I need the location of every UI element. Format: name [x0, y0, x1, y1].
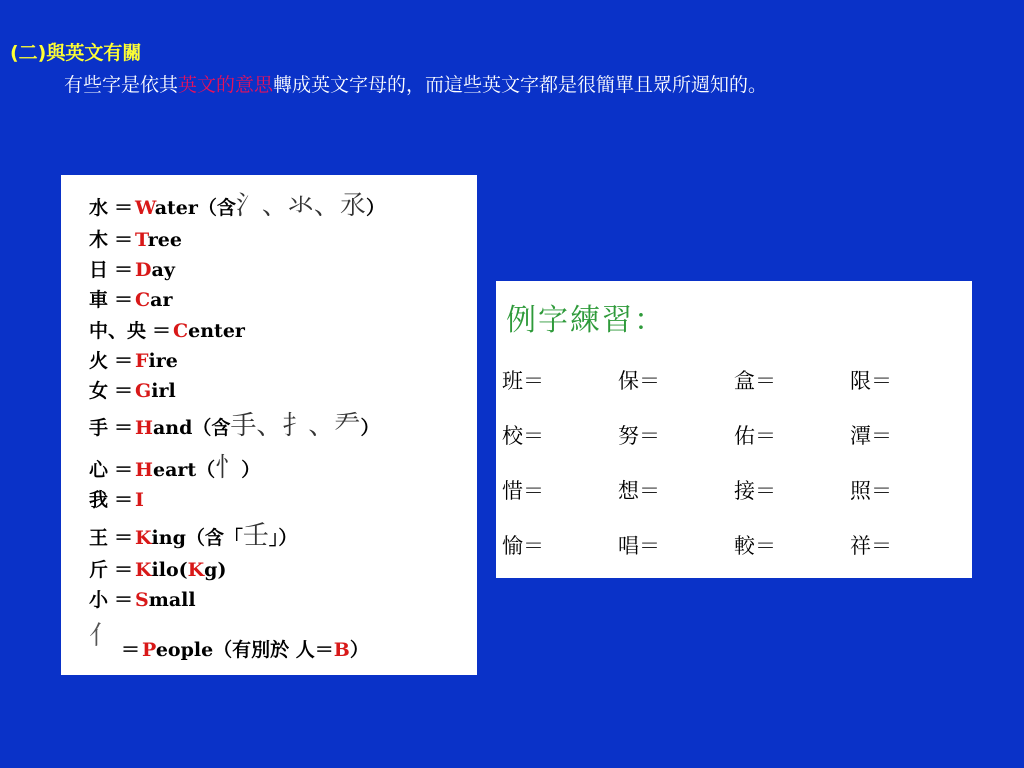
mapping-char: 中、央	[89, 320, 147, 342]
mapping-char: 斤	[89, 559, 109, 581]
mapping-row-people	[89, 615, 369, 662]
mapping-char: 我	[89, 489, 109, 511]
exercise-char: 接＝	[734, 479, 776, 503]
exercise-char: 盒＝	[734, 369, 776, 393]
mapping-close: 」）	[268, 527, 298, 549]
mapping-initial: G	[135, 380, 152, 402]
mapping-close: ）	[365, 197, 385, 219]
equals-sign: ＝	[114, 589, 134, 611]
exercise-char: 潭＝	[850, 424, 892, 448]
mapping-row-kilo	[89, 555, 226, 582]
mapping-row-hand	[89, 405, 379, 442]
mapping-row-i	[89, 485, 144, 512]
mapping-row-car	[89, 285, 172, 312]
intro-after: 轉成英文字母的，而這些英文字都是很簡單且眾所週知的。	[273, 74, 768, 96]
mapping-row-tree	[89, 225, 182, 252]
mapping-initial: K	[135, 559, 152, 581]
mapping-char: 火	[89, 350, 109, 372]
mapping-initial: S	[135, 589, 149, 611]
mapping-row-water	[89, 185, 385, 222]
exercise-char: 限＝	[850, 369, 892, 393]
mapping-note: （	[196, 459, 216, 481]
mapping-char: 心	[89, 459, 109, 481]
exercise-char: 唱＝	[618, 534, 660, 558]
mapping-word: and	[152, 417, 193, 439]
exercise-panel	[496, 281, 972, 578]
mapping-word: mall	[148, 589, 196, 611]
exercise-title: 例字練習：	[506, 303, 666, 338]
mapping-row-girl	[89, 376, 176, 403]
mapping-word: ilo(	[151, 559, 188, 581]
exercise-char: 照＝	[850, 479, 892, 503]
mapping-note: （含	[197, 197, 236, 219]
mapping-radicals: 手、扌、龵	[230, 411, 361, 441]
mapping-initial: I	[135, 489, 144, 511]
mapping-word: eople	[155, 639, 214, 661]
mapping-row-small	[89, 585, 196, 612]
mapping-initial: W	[135, 197, 155, 219]
mapping-note: （含「	[185, 527, 243, 549]
mapping-note: （含	[192, 417, 231, 439]
mapping-radicals: 氵、氺、氶	[235, 191, 366, 221]
mapping-word: ater	[154, 197, 198, 219]
mapping-panel	[61, 175, 477, 675]
mapping-close: ）	[349, 639, 369, 661]
mapping-initial: H	[135, 417, 153, 439]
mapping-initial: D	[135, 259, 152, 281]
mapping-char: 手	[89, 417, 109, 439]
mapping-char: 車	[89, 289, 109, 311]
mapping-initial: C	[135, 289, 151, 311]
mapping-char: 水	[89, 197, 109, 219]
intro-before: 有些字是依其	[64, 74, 179, 96]
mapping-row-king	[89, 515, 297, 552]
exercise-char: 校＝	[502, 424, 544, 448]
mapping-word: ay	[151, 259, 175, 281]
equals-sign: ＝	[114, 417, 134, 439]
mapping-close: ）	[360, 417, 380, 439]
mapping-char: 女	[89, 380, 109, 402]
intro-highlight: 英文的意思	[178, 74, 274, 96]
equals-sign: ＝	[114, 197, 134, 219]
equals-sign: ＝	[114, 289, 134, 311]
exercise-char: 班＝	[502, 369, 544, 393]
mapping-char: 日	[89, 259, 109, 281]
mapping-word-2: g)	[204, 559, 227, 581]
intro-text	[64, 70, 767, 97]
mapping-word: irl	[151, 380, 176, 402]
mapping-word: ing	[151, 527, 186, 549]
mapping-initial: F	[135, 350, 149, 372]
equals-sign: ＝	[114, 229, 134, 251]
exercise-char: 祥＝	[850, 534, 892, 558]
mapping-initial: P	[142, 639, 156, 661]
mapping-word: ire	[148, 350, 178, 372]
mapping-char: 亻	[89, 621, 116, 651]
exercise-char: 愉＝	[502, 534, 544, 558]
equals-sign: ＝	[114, 259, 134, 281]
mapping-word: enter	[188, 320, 245, 342]
mapping-word: ree	[147, 229, 182, 251]
exercise-char: 佑＝	[734, 424, 776, 448]
mapping-char: 木	[89, 229, 109, 251]
exercise-char: 努＝	[618, 424, 660, 448]
mapping-initial: H	[135, 459, 153, 481]
equals-sign: ＝	[114, 380, 134, 402]
mapping-initial-2: B	[333, 639, 350, 661]
exercise-char: 較＝	[734, 534, 776, 558]
mapping-row-center	[89, 316, 245, 343]
mapping-row-day	[89, 255, 175, 282]
exercise-char: 保＝	[618, 369, 660, 393]
exercise-char: 想＝	[618, 479, 660, 503]
mapping-note: （有別於 人＝	[213, 639, 334, 661]
mapping-radicals: 忄	[215, 453, 242, 483]
mapping-initial: K	[135, 527, 152, 549]
mapping-word: ar	[150, 289, 173, 311]
mapping-radicals: 壬	[242, 521, 269, 551]
equals-sign: ＝	[114, 350, 134, 372]
mapping-initial: C	[173, 320, 189, 342]
mapping-char: 王	[89, 527, 109, 549]
exercise-char: 惜＝	[502, 479, 544, 503]
mapping-initial: T	[135, 229, 148, 251]
mapping-word: eart	[152, 459, 197, 481]
mapping-row-fire	[89, 346, 178, 373]
mapping-close: ）	[241, 459, 261, 481]
equals-sign: ＝	[114, 489, 134, 511]
mapping-initial-2: K	[187, 559, 205, 581]
equals-sign: ＝	[114, 527, 134, 549]
mapping-row-heart	[89, 447, 260, 484]
equals-sign: ＝	[121, 639, 141, 661]
equals-sign: ＝	[114, 559, 134, 581]
mapping-char: 小	[89, 589, 109, 611]
equals-sign: ＝	[114, 459, 134, 481]
equals-sign: ＝	[152, 320, 172, 342]
section-heading: (二)與英文有關	[10, 42, 142, 64]
